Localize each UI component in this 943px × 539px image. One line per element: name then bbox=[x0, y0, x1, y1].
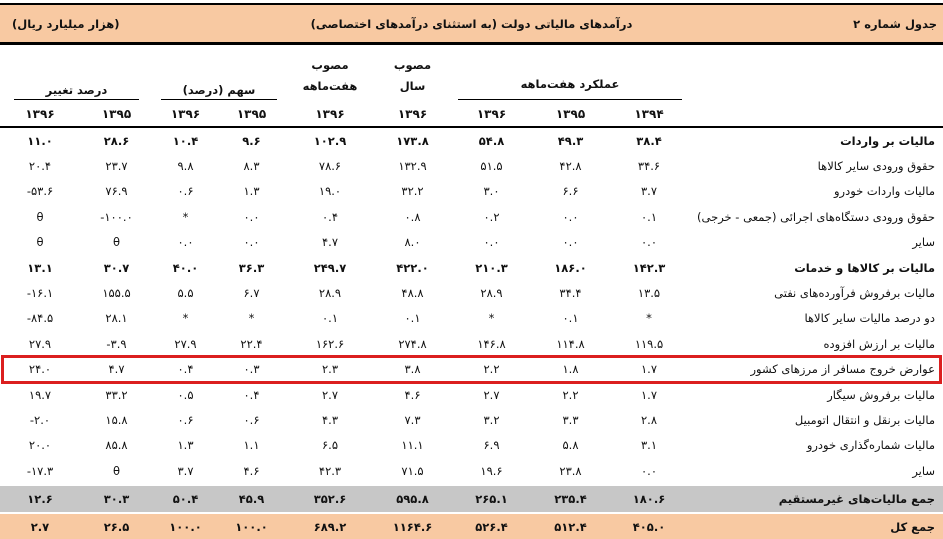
cell-perf-1396: ۲۱۰.۳ bbox=[475, 260, 508, 275]
cell-pct-change-1395: ۲۳.۷ bbox=[105, 159, 128, 174]
cell-perf-1395: ۱.۸ bbox=[562, 362, 579, 377]
cell-perf-1394: * bbox=[646, 311, 652, 326]
row-label: مالیات برفروش سیگار bbox=[827, 387, 935, 402]
cell-approved-year-1396: ۲۷۴.۸ bbox=[398, 336, 427, 351]
cell-pct-change-1395: ۷۶.۹ bbox=[105, 184, 128, 199]
cell-pct-change-1396: -۱۷.۳ bbox=[26, 463, 54, 478]
cell-perf-1394: ۱۱۹.۵ bbox=[634, 336, 664, 351]
cell-approved-year-1396: ۱۳۲.۹ bbox=[398, 159, 427, 174]
cell-approved-year-1396: ۸.۰ bbox=[404, 235, 421, 250]
cell-perf-1395: ۳.۳ bbox=[562, 412, 579, 427]
year-approved-year-1396: ۱۳۹۶ bbox=[397, 107, 428, 121]
cell-approved-year-1396: ۱۱۶۴.۶ bbox=[392, 520, 433, 535]
cell-pct-change-1396: -۵۳.۶ bbox=[26, 184, 54, 199]
cell-perf-1396: ۲۶۵.۱ bbox=[475, 492, 508, 507]
cell-approved-7mo-1396: ۴.۳ bbox=[321, 412, 338, 427]
cell-share-1396: ۰.۶ bbox=[177, 412, 194, 427]
cell-pct-change-1395: -۱۰۰.۰ bbox=[100, 209, 133, 224]
cell-pct-change-1396: θ bbox=[36, 235, 44, 250]
cell-approved-7mo-1396: ۲۴۹.۷ bbox=[313, 260, 347, 275]
year-perf-1396: ۱۳۹۶ bbox=[476, 107, 507, 121]
row-label: عوارض خروج مسافر از مرزهای کشور bbox=[750, 362, 935, 377]
cell-approved-year-1396: ۰.۱ bbox=[404, 311, 421, 326]
row-label: جمع مالیات‌های غیرمستقیم bbox=[778, 492, 935, 507]
cell-perf-1395: ۴۲.۸ bbox=[559, 159, 582, 174]
header-approved-7mo-top: مصوب bbox=[311, 58, 349, 72]
cell-approved-7mo-1396: ۴.۷ bbox=[321, 235, 338, 250]
cell-pct-change-1395: ۳۰.۷ bbox=[103, 260, 130, 275]
cell-pct-change-1395: -۳.۹ bbox=[106, 336, 127, 351]
cell-perf-1394: ۳.۷ bbox=[640, 184, 657, 199]
cell-share-1396: ۲۷.۹ bbox=[174, 336, 197, 351]
cell-approved-year-1396: ۱۱.۱ bbox=[401, 438, 424, 453]
cell-approved-year-1396: ۴.۶ bbox=[404, 387, 421, 402]
cell-approved-7mo-1396: ۶۸۹.۲ bbox=[313, 520, 347, 535]
cell-approved-7mo-1396: ۰.۱ bbox=[321, 311, 338, 326]
cell-share-1396: ۰.۰ bbox=[177, 235, 194, 250]
cell-approved-7mo-1396: ۱۹.۰ bbox=[318, 184, 342, 199]
cell-share-1396: ۰.۴ bbox=[177, 362, 194, 377]
cell-perf-1396: ۶.۹ bbox=[483, 438, 500, 453]
cell-perf-1395: ۳۴.۴ bbox=[559, 286, 582, 301]
cell-pct-change-1395: ۸۵.۸ bbox=[105, 438, 128, 453]
cell-pct-change-1395: ۱۵.۸ bbox=[105, 412, 128, 427]
row-label: دو درصد مالیات سایر کالاها bbox=[804, 311, 935, 326]
cell-perf-1395: ۲۳۵.۴ bbox=[554, 492, 587, 507]
table-row bbox=[0, 407, 943, 432]
table-row bbox=[0, 514, 943, 539]
cell-pct-change-1396: ۱۱.۰ bbox=[27, 133, 53, 148]
title-bar bbox=[0, 3, 943, 45]
cell-perf-1395: ۰.۰ bbox=[562, 235, 579, 250]
cell-share-1396: ۴۰.۰ bbox=[172, 260, 199, 275]
cell-perf-1394: ۱۸۰.۶ bbox=[632, 492, 666, 507]
cell-share-1395: ۰.۰ bbox=[243, 209, 260, 224]
cell-approved-year-1396: ۳.۸ bbox=[404, 362, 421, 377]
header-approved-year-sub: سال bbox=[399, 79, 426, 93]
cell-pct-change-1395: ۳۳.۲ bbox=[105, 387, 128, 402]
cell-pct-change-1395: ۲۸.۱ bbox=[105, 311, 128, 326]
cell-share-1395: ۱۰۰.۰ bbox=[235, 520, 268, 535]
cell-approved-7mo-1396: ۷۸.۶ bbox=[318, 159, 342, 174]
cell-perf-1394: ۱.۷ bbox=[640, 362, 657, 377]
cell-approved-year-1396: ۱۷۳.۸ bbox=[396, 133, 429, 148]
year-pct-change-1395: ۱۳۹۵ bbox=[101, 107, 132, 121]
cell-perf-1394: ۰.۰ bbox=[640, 463, 657, 478]
cell-approved-7mo-1396: ۲.۷ bbox=[321, 387, 338, 402]
cell-share-1396: * bbox=[182, 311, 189, 326]
cell-share-1396: ۳.۷ bbox=[177, 463, 194, 478]
cell-approved-year-1396: ۷.۳ bbox=[404, 412, 421, 427]
cell-pct-change-1395: ۳۰.۳ bbox=[103, 492, 130, 507]
cell-share-1396: ۱.۳ bbox=[177, 438, 194, 453]
cell-share-1395: ۹.۶ bbox=[242, 133, 261, 148]
cell-perf-1396: ۲.۷ bbox=[483, 387, 500, 402]
cell-share-1395: ۱.۱ bbox=[243, 438, 260, 453]
table-row bbox=[0, 153, 943, 178]
row-label: جمع کل bbox=[890, 520, 935, 535]
table-row bbox=[0, 230, 943, 255]
cell-approved-7mo-1396: ۲.۳ bbox=[321, 362, 338, 377]
header-performance-group: عملکرد هفت‌ماهه bbox=[458, 77, 682, 100]
year-pct-change-1396: ۱۳۹۶ bbox=[25, 107, 55, 121]
cell-pct-change-1396: -۸۴.۵ bbox=[26, 311, 54, 326]
cell-pct-change-1396: ۲۰.۰ bbox=[28, 438, 52, 453]
cell-perf-1395: ۵۱۲.۴ bbox=[554, 520, 587, 535]
cell-share-1395: ۰.۶ bbox=[243, 412, 260, 427]
cell-pct-change-1395: ۲۶.۵ bbox=[103, 520, 130, 535]
cell-share-1395: ۱.۳ bbox=[243, 184, 260, 199]
cell-approved-year-1396: ۰.۸ bbox=[404, 209, 421, 224]
cell-approved-year-1396: ۳۲.۲ bbox=[401, 184, 424, 199]
cell-perf-1394: ۰.۰ bbox=[640, 235, 657, 250]
row-label: مالیات بر ارزش افزوده bbox=[823, 336, 935, 351]
cell-approved-7mo-1396: ۳۵۲.۶ bbox=[313, 492, 347, 507]
cell-share-1396: ۹.۸ bbox=[177, 159, 194, 174]
cell-pct-change-1396: ۲۷.۹ bbox=[28, 336, 52, 351]
cell-approved-7mo-1396: ۲۸.۹ bbox=[318, 286, 342, 301]
header-approved-year-top: مصوب bbox=[393, 58, 432, 72]
cell-pct-change-1396: -۱۶.۱ bbox=[26, 286, 54, 301]
cell-perf-1394: ۳۸.۴ bbox=[636, 133, 662, 148]
cell-share-1396: ۰.۶ bbox=[177, 184, 194, 199]
header-approved-7mo-sub: هفت‌ماهه bbox=[302, 79, 358, 93]
cell-approved-7mo-1396: ۱۰۲.۹ bbox=[313, 133, 347, 148]
row-label: مالیات برنقل و انتقال اتومبیل bbox=[794, 412, 935, 427]
cell-share-1395: ۰.۳ bbox=[243, 362, 260, 377]
row-label: مالیات بر واردات bbox=[840, 133, 935, 148]
table-row bbox=[0, 486, 943, 512]
header-pct-change-group: درصد تغییر bbox=[14, 83, 139, 100]
cell-perf-1396: ۵۴.۸ bbox=[478, 133, 505, 148]
cell-pct-change-1396: -۲.۰ bbox=[29, 412, 51, 427]
cell-perf-1396: ۵۲۶.۴ bbox=[475, 520, 508, 535]
cell-perf-1394: ۲.۸ bbox=[640, 412, 657, 427]
cell-share-1395: ۳۶.۳ bbox=[238, 260, 265, 275]
cell-perf-1395: ۴۹.۳ bbox=[557, 133, 584, 148]
cell-share-1395: ۲۲.۴ bbox=[240, 336, 263, 351]
cell-perf-1396: ۱۴۶.۸ bbox=[477, 336, 506, 351]
cell-perf-1394: ۰.۱ bbox=[640, 209, 657, 224]
table-row bbox=[0, 433, 943, 458]
cell-approved-year-1396: ۴۲۲.۰ bbox=[396, 260, 429, 275]
row-label: حقوق ورودی دستگاه‌های اجرائی (جمعی - خرجی) bbox=[697, 209, 935, 224]
cell-perf-1396: ۱۹.۶ bbox=[480, 463, 503, 478]
cell-perf-1395: ۱۱۴.۸ bbox=[556, 336, 585, 351]
cell-pct-change-1395: θ bbox=[112, 463, 121, 478]
cell-perf-1396: ۲۸.۹ bbox=[480, 286, 503, 301]
cell-approved-7mo-1396: ۰.۴ bbox=[321, 209, 338, 224]
table-row bbox=[0, 255, 943, 280]
cell-pct-change-1396: ۱۳.۱ bbox=[27, 260, 53, 275]
cell-pct-change-1396: ۲۰.۴ bbox=[28, 159, 52, 174]
year-approved-7mo-1396: ۱۳۹۶ bbox=[315, 107, 345, 121]
cell-perf-1396: ۵۱.۵ bbox=[480, 159, 503, 174]
cell-approved-7mo-1396: ۱۶۲.۶ bbox=[315, 336, 345, 351]
row-label: مالیات شماره‌گذاری خودرو bbox=[806, 438, 935, 453]
cell-share-1396: ۱۰۰.۰ bbox=[169, 520, 202, 535]
cell-perf-1395: ۶.۶ bbox=[562, 184, 579, 199]
table-row bbox=[0, 128, 943, 153]
cell-share-1395: ۰.۴ bbox=[243, 387, 260, 402]
table-row bbox=[0, 458, 943, 483]
row-label: سایر bbox=[912, 463, 935, 478]
year-share-1396: ۱۳۹۶ bbox=[170, 107, 201, 121]
cell-pct-change-1396: ۱۲.۶ bbox=[27, 492, 53, 507]
cell-share-1395: ۴۵.۹ bbox=[238, 492, 265, 507]
year-share-1395: ۱۳۹۵ bbox=[236, 107, 267, 121]
cell-perf-1395: ۲.۲ bbox=[562, 387, 579, 402]
cell-share-1395: ۰.۰ bbox=[243, 235, 260, 250]
cell-perf-1396: ۰.۲ bbox=[483, 209, 500, 224]
cell-share-1396: ۵.۵ bbox=[177, 286, 194, 301]
cell-perf-1395: ۱۸۶.۰ bbox=[554, 260, 587, 275]
cell-share-1396: ۰.۵ bbox=[177, 387, 194, 402]
cell-share-1396: * bbox=[182, 209, 189, 224]
cell-perf-1394: ۳.۱ bbox=[640, 438, 657, 453]
cell-approved-7mo-1396: ۴۲.۳ bbox=[318, 463, 342, 478]
year-perf-1394: ۱۳۹۴ bbox=[634, 107, 664, 121]
cell-share-1395: ۶.۷ bbox=[243, 286, 260, 301]
table-row bbox=[0, 280, 943, 305]
cell-share-1396: ۵۰.۴ bbox=[172, 492, 199, 507]
cell-approved-year-1396: ۵۹۵.۸ bbox=[396, 492, 429, 507]
cell-pct-change-1396: ۲۴.۰ bbox=[28, 362, 52, 377]
row-label: حقوق ورودی سایر کالاها bbox=[817, 159, 935, 174]
cell-perf-1396: ۲.۲ bbox=[483, 362, 500, 377]
cell-share-1395: ۴.۶ bbox=[243, 463, 260, 478]
cell-perf-1394: ۳۴.۶ bbox=[637, 159, 661, 174]
year-perf-1395: ۱۳۹۵ bbox=[555, 107, 586, 121]
row-label: سایر bbox=[912, 235, 935, 250]
row-label: مالیات برفروش فرآورده‌های نفتی bbox=[774, 286, 935, 301]
cell-approved-7mo-1396: ۶.۵ bbox=[321, 438, 338, 453]
cell-perf-1394: ۱۴۲.۳ bbox=[632, 260, 666, 275]
cell-approved-year-1396: ۴۸.۸ bbox=[401, 286, 424, 301]
cell-perf-1396: * bbox=[488, 311, 495, 326]
highlighted-table-row bbox=[0, 357, 943, 382]
cell-perf-1394: ۱.۷ bbox=[640, 387, 657, 402]
header-share-group: سهم (درصد) bbox=[161, 83, 277, 100]
table-row bbox=[0, 306, 943, 331]
table-row bbox=[0, 204, 943, 229]
table-row bbox=[0, 382, 943, 407]
table-row bbox=[0, 331, 943, 356]
table-number: جدول شماره ۲ bbox=[853, 16, 937, 31]
cell-pct-change-1395: ۴.۷ bbox=[108, 362, 125, 377]
cell-perf-1395: ۵.۸ bbox=[562, 438, 579, 453]
cell-perf-1394: ۴۰۵.۰ bbox=[632, 520, 666, 535]
cell-pct-change-1396: θ bbox=[36, 209, 44, 224]
cell-pct-change-1395: ۱۵۵.۵ bbox=[102, 286, 131, 301]
cell-perf-1396: ۰.۰ bbox=[483, 235, 500, 250]
cell-share-1396: ۱۰.۴ bbox=[172, 133, 199, 148]
cell-perf-1395: ۰.۱ bbox=[562, 311, 579, 326]
row-label: مالیات واردات خودرو bbox=[833, 184, 935, 199]
cell-pct-change-1396: ۱۹.۷ bbox=[28, 387, 52, 402]
cell-perf-1396: ۳.۰ bbox=[483, 184, 500, 199]
cell-pct-change-1396: ۲.۷ bbox=[30, 520, 50, 535]
cell-perf-1396: ۳.۲ bbox=[483, 412, 500, 427]
cell-perf-1394: ۱۳.۵ bbox=[637, 286, 661, 301]
page-title: درآمدهای مالیاتی دولت (به استثنای درآمدهای اختصاصی) bbox=[310, 16, 633, 31]
table-body bbox=[0, 128, 943, 539]
cell-perf-1395: ۲۳.۸ bbox=[559, 463, 582, 478]
table-row bbox=[0, 179, 943, 204]
cell-perf-1395: ۰.۰ bbox=[562, 209, 579, 224]
cell-approved-year-1396: ۷۱.۵ bbox=[401, 463, 424, 478]
column-header bbox=[0, 45, 943, 128]
cell-pct-change-1395: θ bbox=[112, 235, 121, 250]
row-label: مالیات بر کالاها و خدمات bbox=[794, 260, 935, 275]
cell-share-1395: ۸.۳ bbox=[243, 159, 260, 174]
unit-label: (هزار میلیارد ریال) bbox=[12, 16, 120, 31]
cell-share-1395: * bbox=[248, 311, 255, 326]
cell-pct-change-1395: ۲۸.۶ bbox=[103, 133, 130, 148]
